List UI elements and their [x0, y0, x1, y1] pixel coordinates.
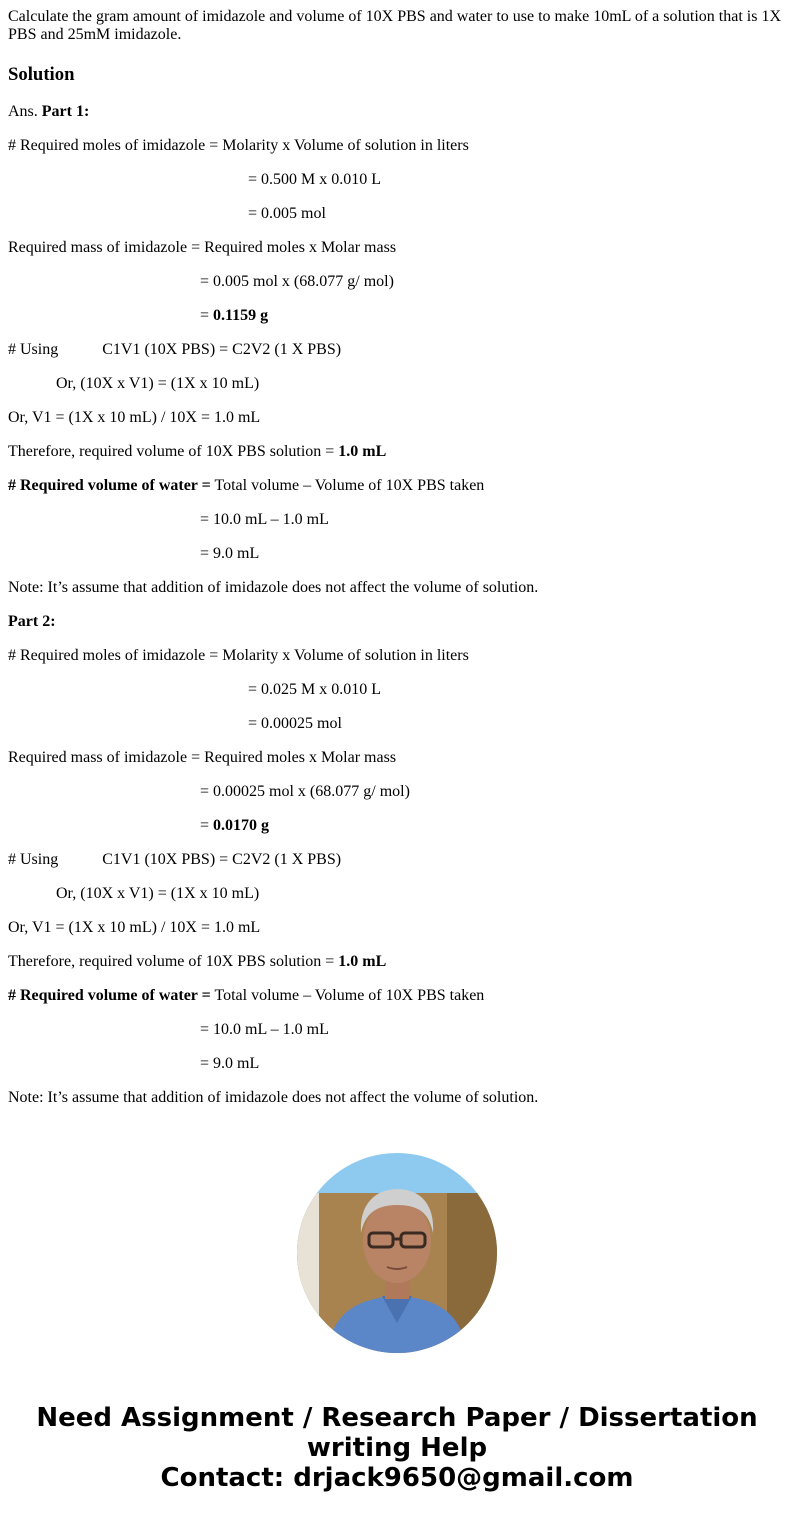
part1-mass-calc: = 0.005 mol x (68.077 g/ mol): [200, 273, 394, 290]
part1-pbs-text: Therefore, required volume of 10X PBS solution =: [8, 443, 335, 460]
avatar-portrait-icon: [297, 1153, 497, 1353]
part2-mass-eq: =: [200, 817, 210, 834]
document: [8, 0, 786, 1106]
part1-pbs-result: 1.0 mL: [338, 443, 387, 460]
ans-prefix: Ans.: [8, 103, 38, 120]
part1-using-line: [8, 341, 341, 359]
promo-line1: Need Assignment / Research Paper / Dissertation: [36, 1403, 758, 1433]
part1-moles-calc: = 0.500 M x 0.010 L: [248, 171, 382, 188]
part2-water-result: = 9.0 mL: [200, 1055, 260, 1072]
part1-pbs-line: [8, 443, 386, 461]
part2-using-label: # Using: [8, 851, 59, 868]
part2-mass-formula: Required mass of imidazole = Required moles x Molar mass: [8, 749, 397, 766]
part1-mass-result-line: [8, 307, 268, 325]
part1-water-formula: Total volume – Volume of 10X PBS taken: [214, 477, 485, 494]
part2-pbs-text: Therefore, required volume of 10X PBS solution =: [8, 953, 335, 970]
part2-pbs-result: 1.0 mL: [338, 953, 387, 970]
part1-title-line: [8, 103, 89, 121]
part2-or-line2: Or, V1 = (1X x 10 mL) / 10X = 1.0 mL: [8, 919, 261, 936]
part1-using-eq: C1V1 (10X PBS) = C2V2 (1 X PBS): [102, 341, 342, 358]
promo-contact: Contact: drjack9650@gmail.com: [160, 1463, 634, 1493]
promo-banner: [0, 1403, 794, 1493]
part1-water-line: [8, 477, 484, 495]
part2-mass-result: 0.0170 g: [213, 817, 270, 834]
part2-using-line: [8, 851, 341, 869]
part1-mass-result: 0.1159 g: [213, 307, 269, 324]
part1-using-label: # Using: [8, 341, 59, 358]
author-avatar: [297, 1153, 497, 1353]
part2-title-line: [8, 613, 56, 631]
avatar-face: [363, 1199, 431, 1283]
part1-mass-formula: Required mass of imidazole = Required moles x Molar mass: [8, 239, 397, 256]
part1-mass-eq: =: [200, 307, 210, 324]
part1-or-line2: Or, V1 = (1X x 10 mL) / 10X = 1.0 mL: [8, 409, 261, 426]
part2-pbs-line: [8, 953, 386, 971]
part2-water-calc: = 10.0 mL – 1.0 mL: [200, 1021, 329, 1038]
part1-water-label: # Required volume of water =: [8, 477, 211, 494]
part2-water-line: [8, 987, 484, 1005]
part2-moles-calc: = 0.025 M x 0.010 L: [248, 681, 382, 698]
part1-title: Part 1:: [41, 103, 90, 120]
promo-line2: writing Help: [306, 1433, 488, 1463]
part1-moles-result: = 0.005 mol: [248, 205, 326, 222]
part2-title: Part 2:: [8, 613, 56, 630]
part2-moles-formula: # Required moles of imidazole = Molarity x Volume of solution in liters: [8, 647, 469, 664]
part2-water-label: # Required volume of water =: [8, 987, 211, 1004]
part2-moles-result: = 0.00025 mol: [248, 715, 342, 732]
part1-note: Note: It’s assume that addition of imidazole does not affect the volume of solution.: [8, 579, 539, 596]
part2-mass-calc: = 0.00025 mol x (68.077 g/ mol): [200, 783, 410, 800]
avatar-door: [297, 1193, 319, 1353]
part2-note: Note: It’s assume that addition of imidazole does not affect the volume of solution.: [8, 1089, 539, 1106]
part1-water-calc: = 10.0 mL – 1.0 mL: [200, 511, 329, 528]
solution-heading: Solution: [8, 64, 75, 85]
question-text: Calculate the gram amount of imidazole and volume of 10X PBS and water to use to make 10mL of a solution that is 1X PBS and 25mM imidazole.: [8, 8, 782, 43]
part1-or-line1: Or, (10X x V1) = (1X x 10 mL): [56, 375, 260, 392]
part2-water-formula: Total volume – Volume of 10X PBS taken: [214, 987, 485, 1004]
part2-or-line1: Or, (10X x V1) = (1X x 10 mL): [56, 885, 260, 902]
part2-using-eq: C1V1 (10X PBS) = C2V2 (1 X PBS): [102, 851, 342, 868]
part1-moles-formula: # Required moles of imidazole = Molarity x Volume of solution in liters: [8, 137, 469, 154]
part1-water-result: = 9.0 mL: [200, 545, 260, 562]
part2-mass-result-line: [8, 817, 269, 835]
